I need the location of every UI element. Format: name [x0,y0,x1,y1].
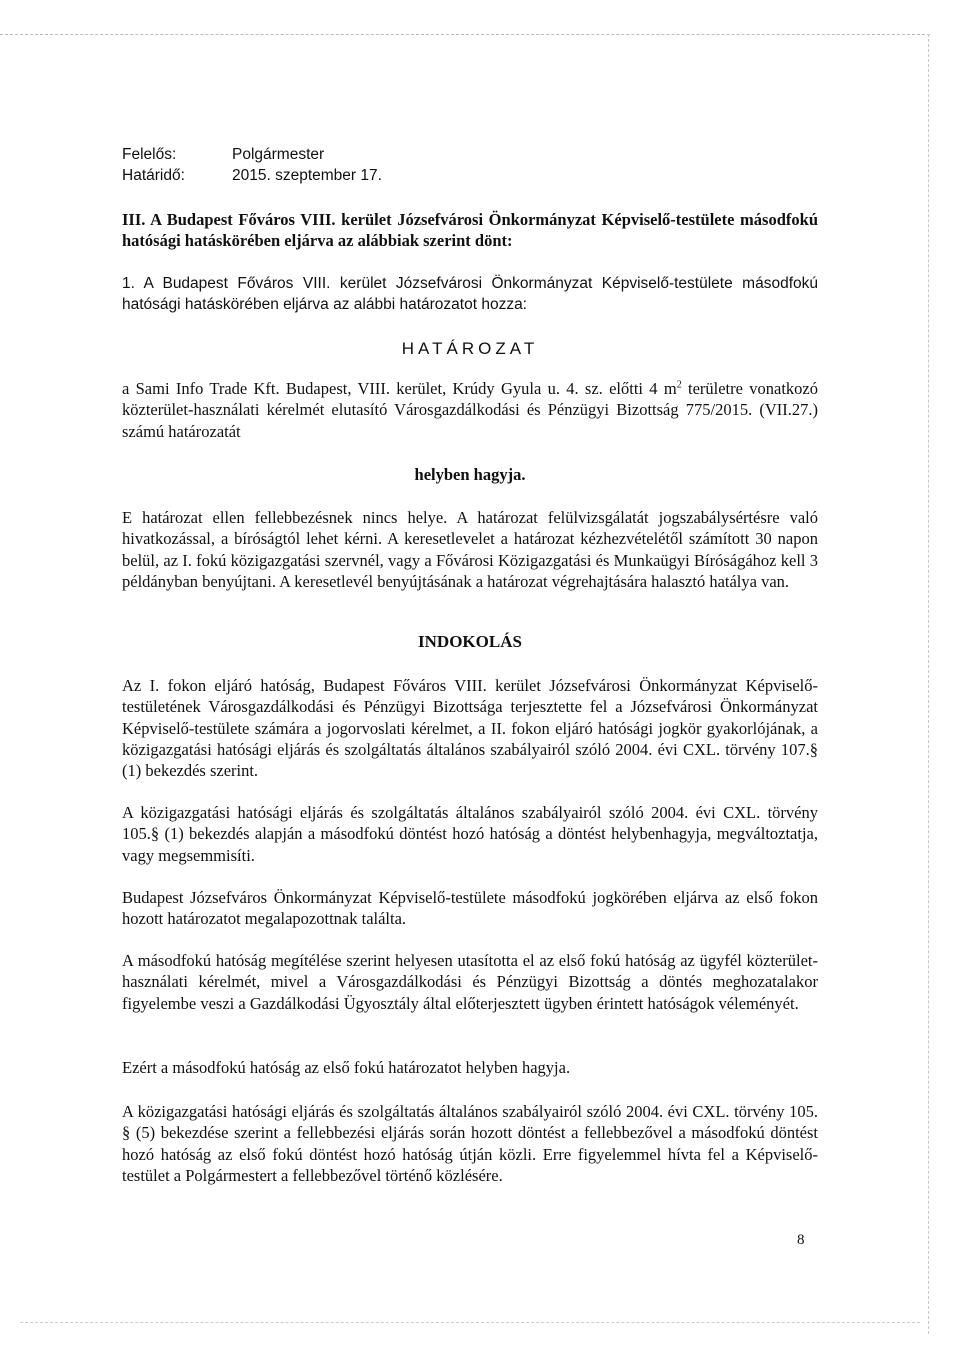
responsible-row [122,146,324,164]
point-1-text: 1. A Budapest Főváros VIII. kerület Józsefvárosi Önkormányzat Képviselő-testülete másodfokú hatósági hatáskörében eljárva az alábbi határozatot hozza: [122,275,818,314]
reasoning-paragraph-6: A közigazgatási hatósági eljárás és szolgáltatás általános szabályairól szóló 2004. évi CXL. törvény 105. § (5) bekezdése szerint a fellebbezési eljárás során hozott döntést a fellebbezővel a másodfokú döntést hozó hatóság az első fokú döntést hozó hatóság útján közli. Erre figyelemmel hívta fel a Képviselő-testület a Polgármestert a fellebbezővel történő közlésére. [122,1102,818,1185]
resolution-text-part2: területre vonatkozó közterület-használati kérelmét elutasító Városgazdálkodási és Pénzügyi Bizottság 775/2015. (VII.27.) számú határozatát [122,379,818,441]
resolution-title: HATÁROZAT [401,339,539,358]
page-number: 8 [797,1232,805,1248]
resolution-text-part1: a Sami Info Trade Kft. Budapest, VIII. kerület, Krúdy Gyula u. 4. sz. előtti 4 m [122,379,677,398]
reasoning-paragraph-3: Budapest Józsefváros Önkormányzat Képviselő-testülete másodfokú jogkörében eljárva az első fokon hozott határozatot megalapozottnak találta. [122,888,818,929]
reasoning-paragraph-2: A közigazgatási hatósági eljárás és szolgáltatás általános szabályairól szóló 2004. évi CXL. törvény 105.§ (1) bekezdés alapján a másodfokú döntést hozó hatóság a döntést helybenhagyja, megváltoztatja, vagy megsemmisíti. [122,803,818,865]
responsible-label: Felelős: [122,146,177,163]
legal-remedy-paragraph: E határozat ellen fellebbezésnek nincs helye. A határozat felülvizsgálatát jogszabálysértésre való hivatkozással, a bíróságtól lehet kérni. A keresetlevelet a határozat kézhezvételétől számított 30 napon belül, az I. fokú közigazgatási szervnél, vagy a Fővárosi Közigazgatási és Munkaügyi Bíróságához kell 3 példányban benyújtani. A keresetlevél benyújtásának a határozat végrehajtására halasztó hatálya van. [122,508,818,591]
section-iii-heading: III. A Budapest Főváros VIII. kerület Józsefvárosi Önkormányzat Képviselő-testülete másodfokú hatósági hatáskörében eljárva az alábbiak szerint dönt: [122,210,818,251]
reasoning-paragraph-1: Az I. fokon eljáró hatóság, Budapest Főváros VIII. kerület Józsefvárosi Önkormányzat Képviselő-testületének Városgazdálkodási és Pénzügyi Bizottsága terjesztette fel a Józsefvárosi Önkormányzat Képviselő-testülete számára a jogorvoslati kérelmet, a II. fokon eljáró hatósági jogkör gyakorlójának, a közigazgatási hatósági eljárás és szolgáltatás általános szabályairól szóló 2004. évi CXL. törvény 107.§ (1) bekezdés szerint. [122,676,818,781]
reasoning-paragraph-5: Ezért a másodfokú hatóság az első fokú határozatot helyben hagyja. [122,1058,571,1077]
scan-edge-right [928,34,929,1334]
responsible-value: Polgármester [232,146,325,163]
resolution-text [122,378,818,442]
upheld-statement: helyben hagyja. [414,465,526,484]
deadline-row [122,167,382,185]
scan-edge-bottom [20,1322,920,1323]
deadline-label: Határidő: [122,167,185,184]
reasoning-paragraph-4: A másodfokú hatóság megítélése szerint helyesen utasította el az első fokú hatóság az ügyfél közterület-használati kérelmét, mivel a Városgazdálkodási és Pénzügyi Bizottság a döntés meghozatalakor figyelembe veszi a Gazdálkodási Ügyosztály által előterjesztett ügyben érintett hatóságok véleményét. [122,951,818,1013]
area-unit-superscript: 2 [676,379,682,391]
deadline-value: 2015. szeptember 17. [232,167,382,184]
reasoning-title: INDOKOLÁS [418,632,522,651]
scan-edge-top [0,34,930,35]
